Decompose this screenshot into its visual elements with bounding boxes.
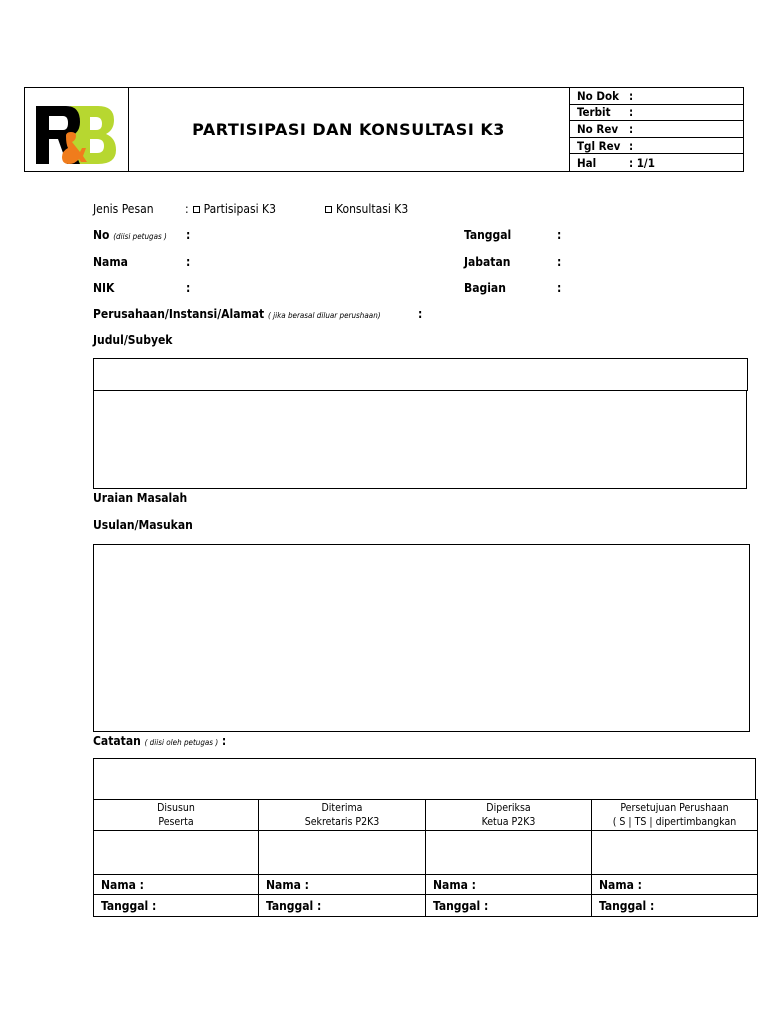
document-header [24,87,744,172]
no-colon: : [186,228,191,242]
perusahaan-label-text: Perusahaan/Instansi/Alamat [93,307,265,321]
jabatan-colon: : [557,255,562,269]
checkbox-partisipasi[interactable] [193,206,200,213]
checkbox-konsultasi[interactable] [325,206,332,213]
signature-column [94,800,259,916]
signature-area[interactable] [592,831,757,875]
perusahaan-label [93,307,381,321]
meta-no-rev [570,121,744,138]
jenis-pesan-row [185,202,276,216]
logo-cell [25,88,129,171]
header-line2: Sekretaris P2K3 [304,816,380,828]
signature-column [426,800,592,916]
tanggal-colon: : [557,228,562,242]
tanggal-field[interactable]: Tanggal : [599,898,655,913]
meta-tgl-rev [570,138,744,155]
tanggal-label: Tanggal [464,228,512,242]
catatan-label-text: Catatan [93,734,141,748]
signature-table [93,799,758,917]
uraian-input-box[interactable] [93,390,747,489]
nama-field[interactable]: Nama : [259,875,425,895]
header-line2: Peserta [158,816,194,828]
page-title: PARTISIPASI DAN KONSULTASI K3 [192,120,505,139]
signature-header [426,800,591,831]
meta-no-dok [570,88,744,105]
title-cell [128,88,570,171]
catatan-label [93,734,226,748]
meta-value: : [629,88,634,103]
bagian-colon: : [557,281,562,295]
colon: : [185,202,189,216]
jabatan-label: Jabatan [464,255,511,269]
no-label-text: No [93,228,110,242]
meta-value: : [629,105,634,120]
header-line2: Ketua P2K3 [481,816,536,828]
bagian-label: Bagian [464,281,506,295]
catatan-note: ( diisi oleh petugas ) [144,738,219,747]
tanggal-field[interactable]: Tanggal : [433,898,489,913]
header-line1: Disusun [157,802,195,814]
judul-label: Judul/Subyek [93,333,173,347]
signature-header [592,800,757,831]
usulan-label: Usulan/Masukan [93,518,193,532]
jenis-pesan-label: Jenis Pesan [93,202,154,216]
signature-header [94,800,258,831]
header-line1: Diperiksa [486,802,531,814]
signature-area[interactable] [94,831,258,875]
nama-field[interactable]: Nama : [94,875,258,895]
no-note: (diisi petugas ) [113,232,167,241]
signature-header [259,800,425,831]
option-konsultasi [321,202,408,216]
uraian-label: Uraian Masalah [93,491,188,505]
judul-input-box[interactable] [93,358,748,391]
nama-colon: : [186,255,191,269]
perusahaan-note: ( jika berasal diluar perushaan) [267,311,381,320]
option-konsultasi-label: Konsultasi K3 [336,202,409,216]
usulan-input-box[interactable] [93,544,750,732]
option-partisipasi-label: Partisipasi K3 [203,202,276,216]
meta-key: No Dok [577,88,619,103]
tanggal-field[interactable]: Tanggal : [101,898,157,913]
meta-key: Terbit [577,105,611,120]
meta-value: : 1/1 [629,155,655,170]
meta-value: : [629,121,634,136]
catatan-colon: : [221,734,227,748]
nama-field[interactable]: Nama : [426,875,591,895]
no-label [93,228,167,242]
signature-area[interactable] [426,831,591,875]
meta-key: Tgl Rev [577,138,621,153]
nik-colon: : [186,281,191,295]
header-line1: Diterima [321,802,363,814]
document-meta [570,88,744,171]
meta-key: Hal [577,155,597,170]
meta-key: No Rev [577,121,619,136]
meta-terbit [570,105,744,122]
header-line1: Persetujuan Perushaan [620,802,729,814]
signature-column [592,800,757,916]
perusahaan-colon: : [418,307,423,321]
meta-value: : [629,138,634,153]
tanggal-field[interactable]: Tanggal : [266,898,322,913]
signature-column [259,800,426,916]
rb-logo [36,106,116,166]
nik-label: NIK [93,281,115,295]
meta-hal [570,154,744,171]
nama-label: Nama [93,255,128,269]
signature-area[interactable] [259,831,425,875]
header-line2: ( S | TS | dipertimbangkan [612,816,737,828]
nama-field[interactable]: Nama : [592,875,757,895]
catatan-input-box[interactable] [93,758,756,800]
